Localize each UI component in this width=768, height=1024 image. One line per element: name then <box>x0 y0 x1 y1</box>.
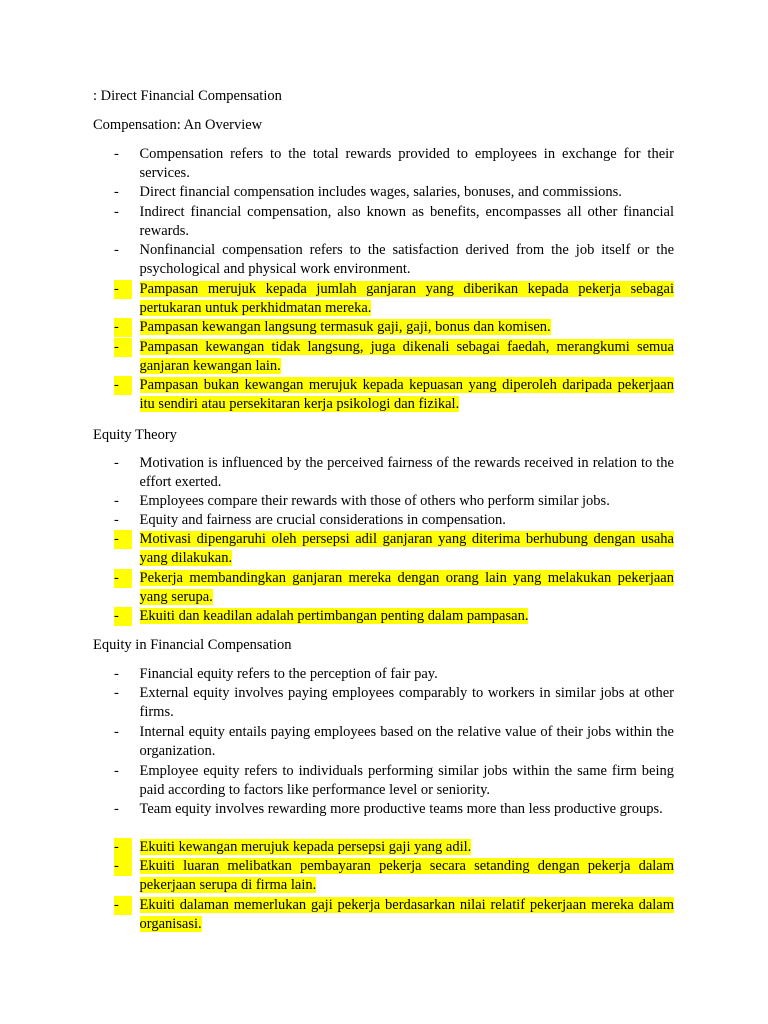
highlighted-list-item <box>114 896 674 934</box>
bullet-dash: - <box>114 184 119 200</box>
bullet-dash: - <box>114 512 119 528</box>
list-item <box>114 800 674 819</box>
list-item-text-content: Pampasan kewangan langsung termasuk gaji, gaji, bonus dan komisen. <box>139 319 551 335</box>
bullet-dash: - <box>114 318 132 337</box>
list-item-text-content: Indirect financial compensation, also known as benefits, encompasses all other financial rewards. <box>139 204 674 240</box>
list-item-text <box>140 665 675 684</box>
list-item-text-content: Nonfinancial compensation refers to the satisfaction derived from the job itself or the psychological and physical work environment. <box>139 242 674 278</box>
list-item <box>114 762 674 800</box>
list-item-text <box>140 896 675 934</box>
list-item <box>114 684 674 722</box>
list-item-text-content: Ekuiti dan keadilan adalah pertimbangan penting dalam pampasan. <box>139 608 529 624</box>
document-title: : Direct Financial Compensation <box>93 88 282 104</box>
section-heading: Compensation: An Overview <box>93 117 263 133</box>
list-item-text <box>140 492 675 511</box>
list-item-text-content: External equity involves paying employees comparably to workers in similar jobs at other firms. <box>139 685 674 721</box>
list-item-text-content: Employee equity refers to individuals performing similar jobs within the same firm being paid according to factors like performance level or seniority. <box>139 763 674 799</box>
bullet-dash: - <box>114 685 119 701</box>
list-item-text <box>140 800 675 819</box>
bullet-dash: - <box>114 763 119 779</box>
list-item-text <box>140 838 675 857</box>
highlighted-list-item <box>114 338 674 376</box>
highlighted-list-item <box>114 569 674 607</box>
list-item-text-content: Pampasan merujuk kepada jumlah ganjaran yang diberikan kepada pekerja sebagai pertukaran untuk perkhidmatan mereka. <box>139 281 674 317</box>
bullet-dash: - <box>114 530 132 549</box>
list-item-text-content: Ekuiti kewangan merujuk kepada persepsi gaji yang adil. <box>139 839 472 855</box>
list-item-text <box>140 607 675 626</box>
list-item-text-content: Compensation refers to the total rewards provided to employees in exchange for their services. <box>139 146 674 182</box>
list-item-text <box>140 511 675 530</box>
list-item-text-content: Financial equity refers to the perception of fair pay. <box>139 666 438 682</box>
bullet-dash: - <box>114 857 132 876</box>
list-item-text <box>140 762 675 800</box>
list-item-text-content: Motivation is influenced by the perceived fairness of the rewards received in relation to the effort exerted. <box>139 455 674 491</box>
list-item-text-content: Direct financial compensation includes wages, salaries, bonuses, and commissions. <box>139 184 622 200</box>
list-item-text <box>140 454 675 492</box>
list-item-text-content: Pampasan bukan kewangan merujuk kepada kepuasan yang diperoleh daripada pekerjaan itu sendiri atau persekitaran kerja psikologi dan fizikal. <box>139 377 674 413</box>
bullet-dash: - <box>114 724 119 740</box>
list-item-text-content: Pekerja membandingkan ganjaran mereka dengan orang lain yang melakukan pekerjaan yang serupa. <box>139 570 674 606</box>
list-item-text <box>140 183 675 202</box>
bullet-dash: - <box>114 280 132 299</box>
list-item <box>114 492 674 511</box>
highlighted-list-item <box>114 838 674 857</box>
list-item <box>114 723 674 761</box>
highlighted-list-item <box>114 280 674 318</box>
list-item-text <box>140 569 675 607</box>
list-item-text <box>140 280 675 318</box>
list-item-text <box>140 857 675 895</box>
section-heading: Equity Theory <box>93 427 177 443</box>
list-item-text <box>140 530 675 568</box>
list-item-text-content: Team equity involves rewarding more productive teams more than less productive groups. <box>139 801 663 817</box>
list-item-text <box>140 145 675 183</box>
list-item <box>114 454 674 492</box>
bullet-dash: - <box>114 569 132 588</box>
list-item <box>114 145 674 183</box>
list-item-text-content: Motivasi dipengaruhi oleh persepsi adil ganjaran yang diterima berhubung dengan usaha yang dilakukan. <box>139 531 674 567</box>
list-item-text <box>140 203 675 241</box>
bullet-dash: - <box>114 146 119 162</box>
highlighted-list-item <box>114 857 674 895</box>
list-item-text <box>140 684 675 722</box>
list-item-text-content: Internal equity entails paying employees based on the relative value of their jobs within the organization. <box>139 724 674 760</box>
bullet-dash: - <box>114 607 132 626</box>
list-item-text-content: Ekuiti dalaman memerlukan gaji pekerja berdasarkan nilai relatif pekerjaan mereka dalam organisasi. <box>139 897 674 933</box>
list-item-text <box>140 318 675 337</box>
list-item <box>114 511 674 530</box>
highlighted-list-item <box>114 530 674 568</box>
highlighted-list-item <box>114 607 674 626</box>
bullet-dash: - <box>114 896 132 915</box>
list-item-text <box>140 338 675 376</box>
bullet-dash: - <box>114 338 132 357</box>
list-item <box>114 183 674 202</box>
bullet-dash: - <box>114 242 119 258</box>
section-heading: Equity in Financial Compensation <box>93 637 292 653</box>
list-item-text <box>140 241 675 279</box>
bullet-dash: - <box>114 801 119 817</box>
bullet-dash: - <box>114 455 119 471</box>
list-item <box>114 203 674 241</box>
list-item-text-content: Equity and fairness are crucial considerations in compensation. <box>139 512 506 528</box>
bullet-dash: - <box>114 666 119 682</box>
list-item-text-content: Ekuiti luaran melibatkan pembayaran pekerja secara setanding dengan pekerja dalam pekerjaan serupa di firma lain. <box>139 858 674 894</box>
bullet-dash: - <box>114 376 132 395</box>
highlighted-list-item <box>114 376 674 414</box>
bullet-dash: - <box>114 204 119 220</box>
list-item <box>114 665 674 684</box>
list-item-text-content: Employees compare their rewards with those of others who perform similar jobs. <box>139 493 610 509</box>
bullet-dash: - <box>114 493 119 509</box>
list-item-text <box>140 723 675 761</box>
bullet-dash: - <box>114 838 132 857</box>
list-item-text-content: Pampasan kewangan tidak langsung, juga dikenali sebagai faedah, merangkumi semua ganjaran kewangan lain. <box>139 339 674 375</box>
list-item <box>114 241 674 279</box>
highlighted-list-item <box>114 318 674 337</box>
list-item-text <box>140 376 675 414</box>
